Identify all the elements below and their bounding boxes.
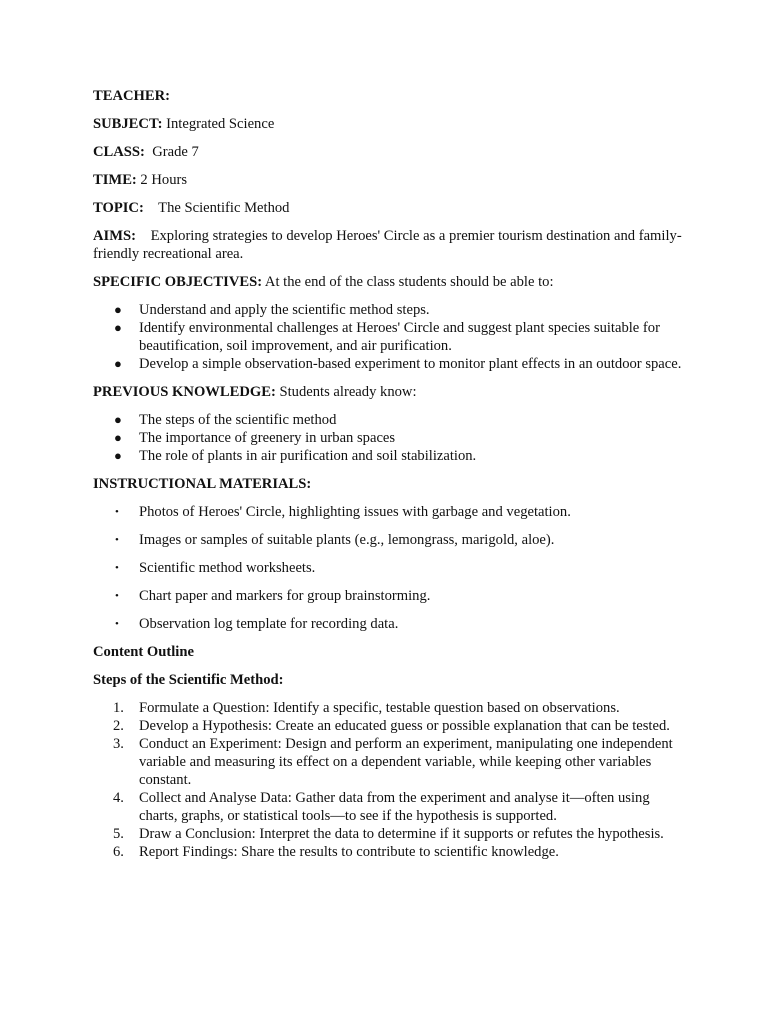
- bullet-icon: ●: [114, 430, 122, 445]
- list-item: [93, 735, 683, 789]
- previous-knowledge-list: [93, 411, 683, 465]
- material-text: Chart paper and markers for group brainstorming.: [139, 588, 431, 604]
- list-item: [93, 699, 683, 717]
- objective-text: Understand and apply the scientific method steps.: [139, 302, 430, 318]
- bullet-icon: ●: [114, 320, 122, 335]
- objectives-intro: At the end of the class students should be able to:: [262, 274, 554, 290]
- content-outline-heading: [93, 643, 683, 661]
- step-text: Conduct an Experiment: Design and perform an experiment, manipulating one independent variable and measuring its effect on a dependent variable, while keeping other variables constant.: [139, 736, 673, 788]
- list-item: [93, 503, 683, 521]
- knowledge-text: The role of plants in air purification and soil stabilization.: [139, 448, 477, 464]
- list-item: [93, 301, 683, 319]
- content-outline-label: Content Outline: [93, 644, 194, 660]
- aims-value: Exploring strategies to develop Heroes' Circle as a premier tourism destination and family-friendly recreational area.: [93, 228, 682, 262]
- aims-label: AIMS:: [93, 228, 136, 244]
- step-text: Report Findings: Share the results to contribute to scientific knowledge.: [139, 844, 559, 860]
- objectives-heading: [93, 273, 683, 291]
- step-text: Develop a Hypothesis: Create an educated guess or possible explanation that can be tested.: [139, 718, 670, 734]
- topic-label: TOPIC:: [93, 200, 144, 216]
- bullet-icon: •: [115, 506, 119, 518]
- list-item: [93, 717, 683, 735]
- materials-list: [93, 503, 683, 633]
- list-item: [93, 825, 683, 843]
- material-text: Scientific method worksheets.: [139, 560, 316, 576]
- bullet-icon: ●: [114, 448, 122, 463]
- step-text: Collect and Analyse Data: Gather data from the experiment and analyse it—often using charts, graphs, or statistical tools—to see if the hypothesis is supported.: [139, 790, 650, 824]
- list-item: [93, 559, 683, 577]
- class-line: [93, 143, 683, 161]
- material-text: Images or samples of suitable plants (e.g., lemongrass, marigold, aloe).: [139, 532, 555, 548]
- knowledge-text: The importance of greenery in urban spaces: [139, 430, 396, 446]
- material-text: Photos of Heroes' Circle, highlighting issues with garbage and vegetation.: [139, 504, 571, 520]
- previous-knowledge-label: PREVIOUS KNOWLEDGE:: [93, 384, 276, 400]
- objective-text: Develop a simple observation-based experiment to monitor plant effects in an outdoor space.: [139, 356, 682, 372]
- subject-line: [93, 115, 683, 133]
- step-number: 4.: [113, 790, 124, 806]
- class-label: CLASS:: [93, 144, 145, 160]
- list-item: [93, 587, 683, 605]
- step-number: 3.: [113, 736, 124, 752]
- bullet-icon: •: [115, 590, 119, 602]
- list-item: [93, 411, 683, 429]
- bullet-icon: •: [115, 562, 119, 574]
- topic-line: [93, 199, 683, 217]
- material-text: Observation log template for recording data.: [139, 616, 399, 632]
- topic-value: The Scientific Method: [143, 200, 290, 216]
- teacher-label: TEACHER:: [93, 88, 171, 104]
- list-item: [93, 789, 683, 825]
- time-line: [93, 171, 683, 189]
- step-number: 5.: [113, 826, 124, 842]
- list-item: [93, 355, 683, 373]
- aims-line: [93, 227, 683, 263]
- list-item: [93, 843, 683, 861]
- lesson-plan-document: [93, 87, 683, 861]
- materials-label: INSTRUCTIONAL MATERIALS:: [93, 476, 312, 492]
- teacher-line: [93, 87, 683, 105]
- list-item: [93, 429, 683, 447]
- time-value: 2 Hours: [136, 172, 188, 188]
- step-number: 2.: [113, 718, 124, 734]
- knowledge-text: The steps of the scientific method: [139, 412, 337, 428]
- bullet-icon: ●: [114, 302, 122, 317]
- objectives-list: [93, 301, 683, 373]
- list-item: [93, 447, 683, 465]
- objectives-label: SPECIFIC OBJECTIVES:: [93, 274, 263, 290]
- steps-heading: [93, 671, 683, 689]
- time-label: TIME:: [93, 172, 137, 188]
- bullet-icon: •: [115, 534, 119, 546]
- previous-knowledge-heading: [93, 383, 683, 401]
- steps-label: Steps of the Scientific Method:: [93, 672, 284, 688]
- step-number: 1.: [113, 700, 124, 716]
- step-number: 6.: [113, 844, 124, 860]
- list-item: [93, 531, 683, 549]
- materials-heading: [93, 475, 683, 493]
- list-item: [93, 615, 683, 633]
- bullet-icon: ●: [114, 412, 122, 427]
- step-text: Draw a Conclusion: Interpret the data to determine if it supports or refutes the hypothesis.: [139, 826, 664, 842]
- class-value: Grade 7: [144, 144, 199, 160]
- step-text: Formulate a Question: Identify a specific, testable question based on observations.: [139, 700, 620, 716]
- bullet-icon: ●: [114, 356, 122, 371]
- previous-knowledge-intro: Students already know:: [275, 384, 417, 400]
- bullet-icon: •: [115, 618, 119, 630]
- subject-value: Integrated Science: [162, 116, 275, 132]
- objective-text: Identify environmental challenges at Heroes' Circle and suggest plant species suitable for beautification, soil improvement, and air purification.: [139, 320, 660, 354]
- steps-list: [93, 699, 683, 861]
- list-item: [93, 319, 683, 355]
- subject-label: SUBJECT:: [93, 116, 163, 132]
